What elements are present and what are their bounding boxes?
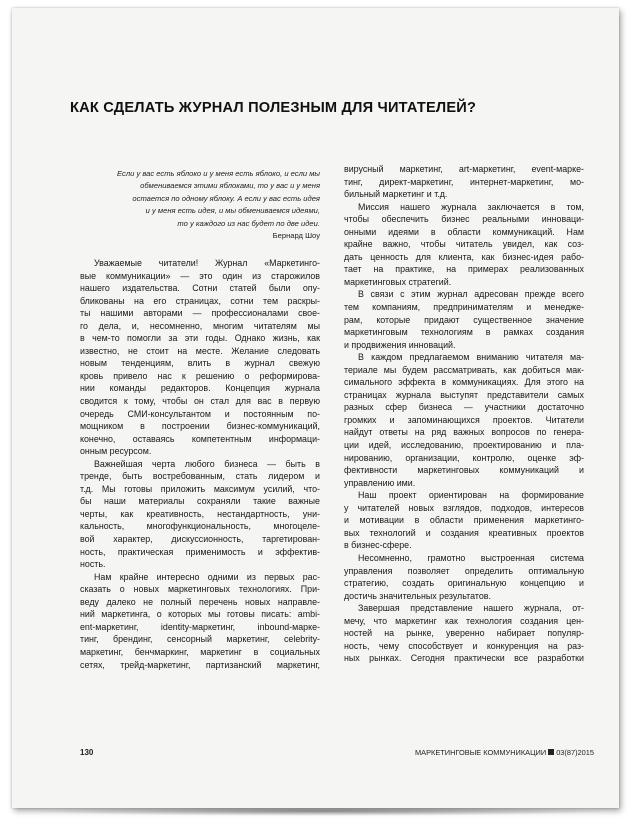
- text-line: маркетинговых стратегий.: [344, 276, 452, 287]
- text-line: вые коммуникации» — это один из старожилов: [80, 270, 320, 281]
- text-line: мечу, что маркетинг как технология создания цен-: [344, 615, 584, 626]
- text-line: В каждом предлагаемом вниманию читателя ма-: [358, 352, 584, 363]
- issue-number: 03(87)2015: [556, 748, 594, 757]
- text-line: известно, не стоит на месте. Желание следовать: [80, 345, 320, 356]
- text-line: рам, которые придают существенное значение: [344, 314, 584, 325]
- text-line: разных сфер бизнеса — участники достаточно: [344, 402, 584, 413]
- journal-footer: [415, 748, 594, 757]
- journal-name: МАРКЕТИНГОВЫЕ КОММУНИКАЦИИ: [415, 748, 547, 757]
- page-number: 130: [80, 748, 94, 757]
- text-line: Наш проект ориентирован на формирование: [358, 490, 584, 501]
- text-line: чтобы обеспечить бизнес реальными инноваци-: [344, 214, 584, 225]
- text-line: ции идей, исследованию, проектированию и пла-: [344, 440, 584, 451]
- text-line: ний маркетинга, о которых мы готовы писать: ambi-: [80, 609, 320, 620]
- text-line: маркетинговым технологиям в рамках создания: [344, 327, 584, 338]
- text-line: Важнейшая черта любого бизнеса — быть в: [94, 458, 320, 469]
- text-line: симального эффекта в коммуникациях. Для этого на: [344, 377, 584, 388]
- text-line: тем компаниям, предпринимателям и менедже-: [344, 302, 584, 313]
- text-line: ность.: [80, 559, 106, 570]
- text-line: сказать о новых маркетинговых технологиях. При-: [80, 584, 320, 595]
- text-line: ность, практическая применимость и эффектив-: [80, 546, 320, 557]
- text-line: маркетинг, бенчмаркинг, маркетинг в социальных: [80, 646, 320, 657]
- text-line: громких и запоминающихся проектов. Читатели: [344, 414, 584, 425]
- text-line: очередь СМИ-консультантом и постоянным по-: [80, 408, 320, 419]
- text-line: фективности маркетинговых коммуникаций и: [344, 465, 584, 476]
- text-line: ent-маркетинг, identity-маркетинг, inbound-марке-: [80, 621, 320, 632]
- text-line: тинг, брендинг, сенсорный маркетинг, celebrity-: [80, 634, 320, 645]
- text-line: веду далеко не полный перечень новых направле-: [80, 596, 320, 607]
- text-line: кровь привело нас к решению о реформирова-: [80, 370, 320, 381]
- text-line: Нам крайне интересно одними из первых рас-: [94, 571, 320, 582]
- text-line: тренде, быть востребованным, стать лидером и: [80, 471, 320, 482]
- text-line: т.д. Мы готовы приложить максимум усилий, что-: [80, 483, 320, 494]
- text-line: бы наши материалы сохраняли такие важные: [80, 496, 320, 507]
- text-line: дать ценность для клиента, как бизнес-идея рабо-: [344, 251, 584, 262]
- text-line: у читателей новых взглядов, подходов, интересов: [344, 502, 584, 513]
- text-line: териале мы будем рассматривать, как добиться мак-: [344, 364, 584, 375]
- text-line: онными идеями в области коммуникаций. Нам: [344, 226, 584, 237]
- text-line: нашего издательства. Сотни статей были опу-: [80, 283, 320, 294]
- text-line: бильный маркетинг и т.д.: [344, 189, 448, 200]
- text-line: вирусный маркетинг, art-маркетинг, event-марке-: [344, 164, 584, 174]
- text-line: нированию, организации, контролю, оценке эф-: [344, 452, 584, 463]
- text-line: ностей на рынке, уверенно набирает популяр-: [344, 628, 584, 639]
- text-line: тает на практике, на примерах реализованных: [344, 264, 584, 275]
- square-separator-icon: [548, 749, 554, 755]
- text-line: мощником в построении бизнес-коммуникаций,: [80, 421, 320, 432]
- text-line: новым тенденциям, влить в журнал свежую: [80, 358, 320, 369]
- text-line: сводится к тому, чтобы он стал для вас в первую: [80, 396, 320, 407]
- text-line: стратегию, создать оригинальную концепцию и: [344, 578, 584, 589]
- text-line: достичь значительных результатов.: [344, 590, 491, 601]
- text-line: конечно, оставаясь компетентным информаци-: [80, 433, 320, 444]
- text-line: ты нашими авторами — профессионалами свое-: [80, 308, 320, 319]
- text-line: крайне важно, чтобы читатель увидел, как соз-: [344, 239, 584, 250]
- text-line: го дела, и, несомненно, многим читателям мы: [80, 320, 320, 331]
- text-line: управления позволяет определить оптимальную: [344, 565, 584, 576]
- text-line: Уважаемые читатели! Журнал «Маркетинго-: [94, 258, 320, 268]
- text-line: вых технологий и создания креативных проектов: [344, 527, 584, 538]
- text-line: Миссия нашего журнала заключается в том,: [358, 201, 584, 212]
- text-line: черты, как креативность, нестандартность, уни-: [80, 508, 320, 519]
- text-line: в бизнес-сфере.: [344, 540, 412, 551]
- text-line: В связи с этим журнал адресован прежде всего: [358, 289, 584, 300]
- text-line: тинг, директ-маркетинг, интернет-маркетинг, мо-: [344, 176, 584, 187]
- epigraph: [80, 168, 320, 242]
- text-line: ных рынках. Сегодня практически все разработки: [344, 653, 584, 664]
- right-text-column: [344, 163, 584, 665]
- text-line: онным ресурсом.: [80, 446, 152, 457]
- text-line: Завершая представление нашего журнала, от-: [358, 603, 584, 614]
- epigraph-line: обмениваемся этими яблоками, то у вас и у меня: [140, 181, 320, 191]
- text-line: бликованы на его страницах, сотни тем раскры-: [80, 295, 320, 306]
- text-line: найдут ответы на ряд важных вопросов по генера-: [344, 427, 584, 438]
- text-line: в чем-то помогли за эти годы. Однако жизнь, как: [80, 333, 320, 344]
- text-line: вой характер, дискуссионность, таргетирован-: [80, 534, 320, 545]
- text-line: страницах журнала выступят представители самых: [344, 389, 584, 400]
- text-line: нии команды редакторов. Концепция журнала: [80, 383, 320, 394]
- text-line: ность, чему способствует и конкуренция на раз-: [344, 640, 584, 651]
- epigraph-author: Бернард Шоу: [272, 231, 320, 241]
- epigraph-line: и у меня есть идея, и мы обмениваемся идеями,: [145, 206, 320, 216]
- text-line: Несомненно, грамотно выстроенная система: [358, 552, 584, 563]
- text-line: и продвижения инноваций.: [344, 339, 456, 350]
- article-title: КАК СДЕЛАТЬ ЖУРНАЛ ПОЛЕЗНЫМ ДЛЯ ЧИТАТЕЛЕЙ?: [70, 100, 477, 116]
- epigraph-line: то у каждого из нас будет по две идеи.: [177, 218, 320, 228]
- text-line: и мотивации в области применения маркетинго-: [344, 515, 584, 526]
- text-line: сетях, трейд-маркетинг, партизанский маркетинг,: [80, 659, 320, 670]
- text-line: управлению ими.: [344, 477, 416, 488]
- text-line: кальность, многофункциональность, многоцеле-: [80, 521, 320, 532]
- left-text-column: [80, 257, 320, 671]
- epigraph-line: Если у вас есть яблоко и у меня есть яблоко, и если мы: [116, 169, 320, 178]
- epigraph-line: остается по одному яблоку. А если у вас есть идея: [132, 193, 320, 203]
